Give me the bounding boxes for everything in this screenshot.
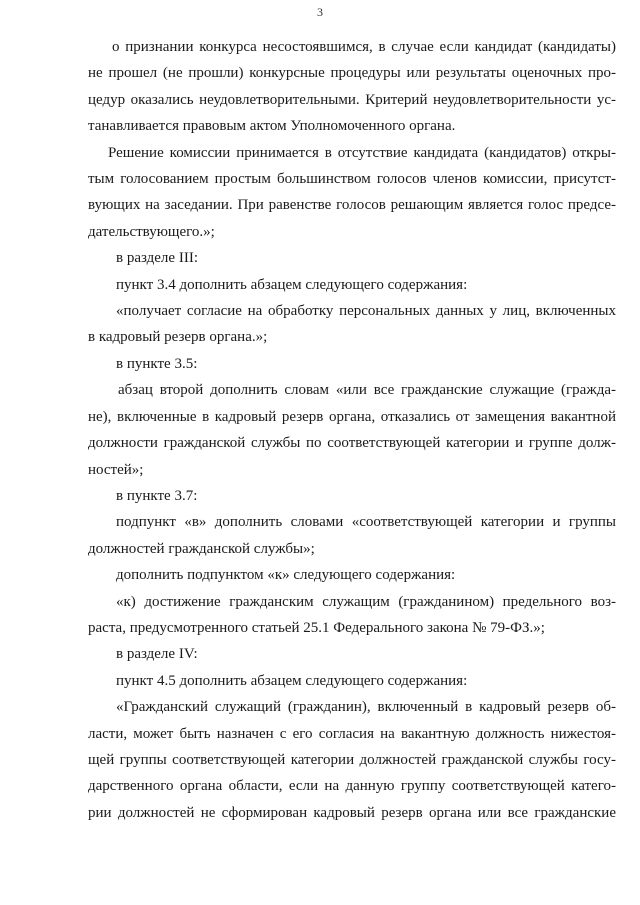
text-line: щей группы соответствующей категории должностей гражданской службы госу-: [88, 751, 616, 768]
text-line: рии должностей не сформирован кадровый резерв органа или все гражданские: [88, 804, 616, 821]
document-body: [88, 34, 616, 826]
text-line: «Гражданский служащий (гражданин), включенный в кадровый резерв об-: [116, 699, 616, 716]
text-line: ласти, может быть назначен с его согласия на вакантную должность нижестоя-: [88, 725, 616, 742]
text-line: Решение комиссии принимается в отсутствие кандидата (кандидатов) откры-: [108, 144, 616, 161]
text-line: танавливается правовым актом Уполномоченного органа.: [88, 118, 456, 135]
text-line: в пункте 3.7:: [116, 487, 198, 504]
text-line: вующих на заседании. При равенстве голосов решающим является голос предсе-: [88, 197, 616, 214]
text-line: «к) достижение гражданским служащим (гражданином) предельного воз-: [116, 593, 616, 610]
text-line: ностей»;: [88, 461, 144, 478]
text-line: о признании конкурса несостоявшимся, в случае если кандидат (кандидаты): [112, 39, 616, 55]
text-line: в разделе IV:: [116, 646, 198, 663]
text-line: раста, предусмотренного статьей 25.1 Федерального закона № 79-ФЗ.»;: [88, 619, 545, 636]
text-line: должностей гражданской службы»;: [88, 540, 315, 557]
text-line: пункт 3.4 дополнить абзацем следующего содержания:: [116, 276, 468, 293]
text-line: «получает согласие на обработку персональных данных у лиц, включенных: [116, 303, 616, 320]
text-line: подпункт «в» дополнить словами «соответствующей категории и группы: [116, 514, 616, 531]
text-line: пункт 4.5 дополнить абзацем следующего содержания:: [116, 672, 468, 689]
text-line: тым голосованием простым большинством голосов членов комиссии, присутст-: [88, 171, 616, 188]
text-line: цедур оказались неудовлетворительными. Критерий неудовлетворительности ус-: [88, 91, 616, 108]
text-line: дарственного органа области, если на данную группу соответствующей катего-: [88, 778, 616, 795]
text-line: в пункте 3.5:: [116, 355, 198, 372]
text-line: дополнить подпунктом «к» следующего содержания:: [116, 567, 456, 584]
text-line: абзац второй дополнить словам «или все гражданские служащие (гражда-: [118, 382, 616, 399]
text-line: дательствующего.»;: [88, 223, 215, 240]
text-line: в кадровый резерв органа.»;: [88, 329, 268, 346]
text-line: не), включенные в кадровый резерв органа, отказались от замещения вакантной: [88, 408, 616, 425]
text-line: не прошел (не прошли) конкурсные процедуры или результаты оценочных про-: [88, 65, 616, 82]
text-line: в разделе III:: [116, 250, 198, 267]
text-line: должности гражданской службы по соответствующей категории и группе долж-: [88, 435, 616, 452]
page-number: 3: [317, 5, 323, 19]
